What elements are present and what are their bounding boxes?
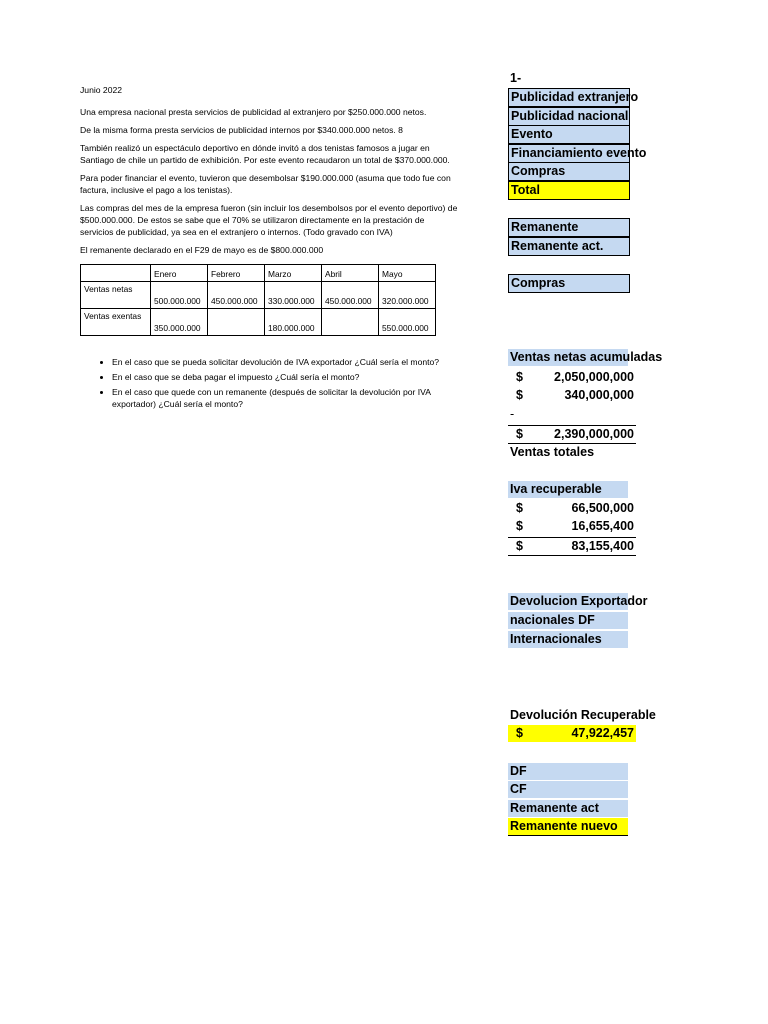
month-header: Marzo: [265, 265, 322, 282]
month-header: Febrero: [208, 265, 265, 282]
devolucion-recuperable-header[interactable]: Devolución Recuperable: [510, 708, 656, 722]
cell-nacionales-df[interactable]: nacionales DF: [508, 612, 628, 629]
amount-value: 16,655,400: [571, 519, 634, 533]
cell-total[interactable]: Total: [508, 181, 630, 200]
currency-symbol: $: [516, 726, 523, 740]
table-corner-cell: [81, 265, 151, 282]
question-item: • En el caso que se pueda solicitar devolución de IVA exportador ¿Cuál sería el monto?: [112, 356, 460, 368]
iva-recuperable-header[interactable]: Iva recuperable: [508, 481, 628, 498]
table-cell: [208, 309, 265, 336]
paragraph-1: Una empresa nacional presta servicios de publicidad al extranjero por $250.000.000 netos.: [80, 107, 427, 117]
table-cell: 450.000.000: [322, 282, 379, 309]
devolucion-recuperable-amount[interactable]: [508, 725, 636, 742]
row-label: Ventas netas: [81, 282, 151, 309]
amount-value: 83,155,400: [571, 539, 634, 553]
amount-value: 47,922,457: [571, 726, 634, 740]
ventas-row[interactable]: [508, 387, 636, 404]
sales-table: [80, 264, 436, 336]
currency-symbol: $: [516, 539, 523, 553]
paragraph-3: También realizó un espectáculo deportivo en dónde invitó a dos tenistas famosos a jugar en Santiago de chile un partido de exhibición. Por este evento recaudaron un total de $370.000.000.: [80, 143, 450, 165]
cell-remanente-act-2[interactable]: Remanente act: [508, 800, 628, 817]
ventas-totales-label[interactable]: Ventas totales: [510, 445, 595, 459]
cell-publicidad-nacional[interactable]: Publicidad nacional: [508, 107, 630, 126]
iva-sum-row[interactable]: [508, 537, 636, 556]
dash-cell[interactable]: -: [510, 407, 515, 421]
cell-publicidad-extranjero[interactable]: Publicidad extranjero: [508, 88, 630, 107]
table-cell: 320.000.000: [379, 282, 436, 309]
table-cell: 450.000.000: [208, 282, 265, 309]
iva-row[interactable]: [508, 518, 636, 535]
cell-financiamiento-evento[interactable]: Financiamiento evento: [508, 144, 630, 163]
table-cell: [322, 309, 379, 336]
paragraph-4: Para poder financiar el evento, tuvieron que desembolsar $190.000.000 (asuma que todo fue con factura, inclusive el pago a los tenistas).: [80, 173, 451, 195]
paragraph-2: De la misma forma presta servicios de publicidad internos por $340.000.000 netos. 8: [80, 125, 403, 135]
table-row: [81, 282, 436, 309]
table-cell: 350.000.000: [151, 309, 208, 336]
table-row: [81, 309, 436, 336]
devolucion-exportador-header[interactable]: Devolucion Exportador: [510, 594, 648, 608]
table-cell: 550.000.000: [379, 309, 436, 336]
section-number: 1-: [510, 71, 522, 85]
amount-value: 2,390,000,000: [554, 427, 634, 441]
problem-statement: [80, 84, 460, 413]
cell-evento[interactable]: Evento: [508, 125, 630, 144]
cell-remanente-nuevo[interactable]: Remanente nuevo: [508, 818, 628, 836]
currency-symbol: $: [516, 519, 523, 533]
table-cell: 180.000.000: [265, 309, 322, 336]
month-header: Mayo: [379, 265, 436, 282]
table-header-row: [81, 265, 436, 282]
ventas-row[interactable]: [508, 369, 636, 386]
currency-symbol: $: [516, 427, 523, 441]
currency-symbol: $: [516, 388, 523, 402]
cell-compras[interactable]: Compras: [508, 162, 630, 181]
ventas-netas-header[interactable]: Ventas netas acumuladas: [510, 350, 663, 364]
amount-value: 340,000,000: [564, 388, 634, 402]
cell-df[interactable]: DF: [508, 763, 628, 780]
cell-remanente[interactable]: Remanente: [508, 218, 630, 237]
date-heading: Junio 2022: [80, 85, 123, 95]
paragraph-6: El remanente declarado en el F29 de mayo es de $800.000.000: [80, 245, 324, 255]
ventas-sum-row[interactable]: [508, 425, 636, 444]
questions-list: [80, 356, 460, 410]
cell-internacionales[interactable]: Internacionales: [508, 631, 628, 648]
month-header: Enero: [151, 265, 208, 282]
question-item: • En el caso que quede con un remanente (después de solicitar la devolución por IVA exportador) ¿Cuál sería el monto?: [112, 386, 460, 410]
paragraph-5: Las compras del mes de la empresa fueron (sin incluir los desembolsos por el evento deportivo) de $500.000.000. De estos se sabe que el 70% se utilizaron directamente en la prestación de servicios de publicidad, ya sea en el extranjero o internos. (Todo gravado con IVA): [80, 203, 458, 237]
question-item: • En el caso que se deba pagar el impuesto ¿Cuál sería el monto?: [112, 371, 460, 383]
cell-remanente-act[interactable]: Remanente act.: [508, 237, 630, 256]
iva-row[interactable]: [508, 500, 636, 517]
amount-value: 2,050,000,000: [554, 370, 634, 384]
month-header: Abril: [322, 265, 379, 282]
cell-cf[interactable]: CF: [508, 781, 628, 798]
row-label: Ventas exentas: [81, 309, 151, 336]
amount-value: 66,500,000: [571, 501, 634, 515]
spreadsheet-panel: [508, 70, 768, 860]
currency-symbol: $: [516, 370, 523, 384]
currency-symbol: $: [516, 501, 523, 515]
table-cell: 500.000.000: [151, 282, 208, 309]
table-cell: 330.000.000: [265, 282, 322, 309]
cell-compras-2[interactable]: Compras: [508, 274, 630, 293]
